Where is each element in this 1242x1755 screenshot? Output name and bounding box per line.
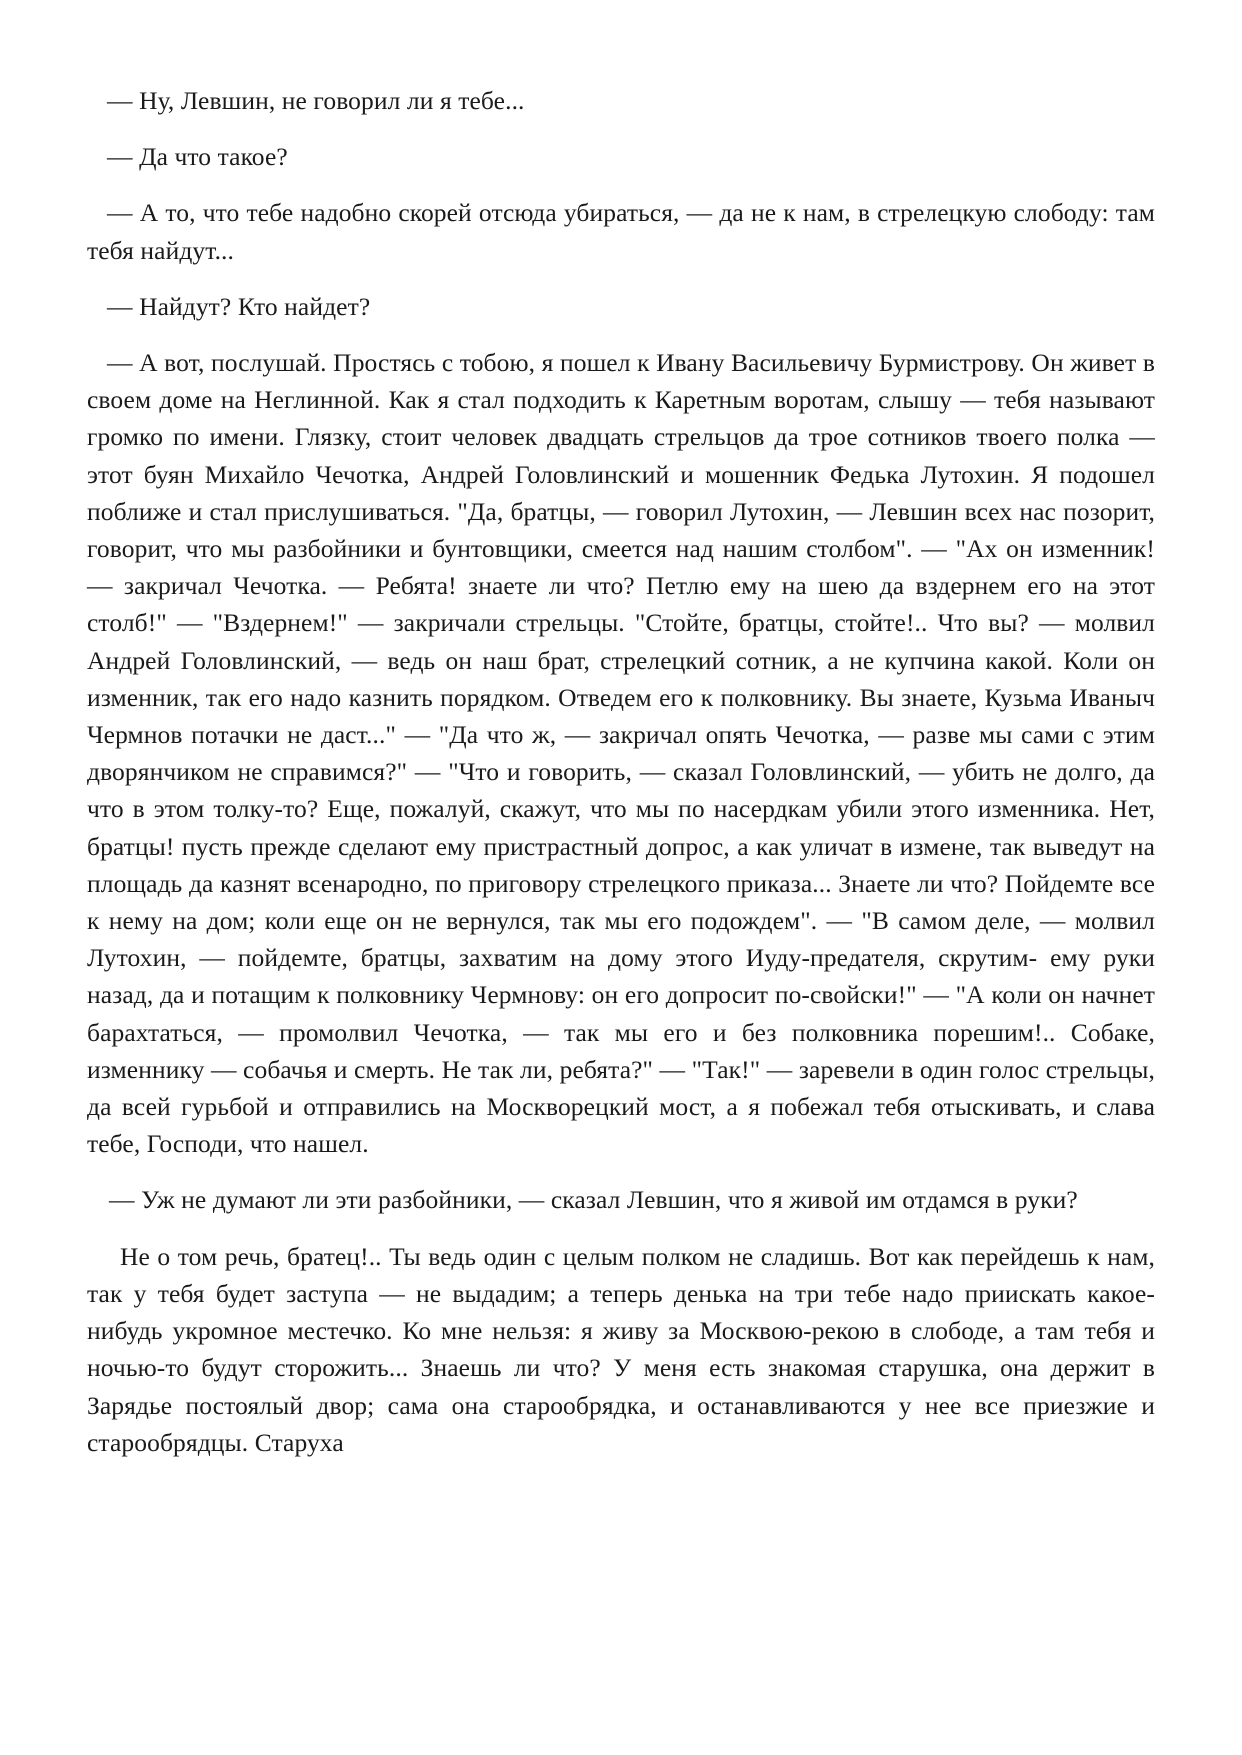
paragraph-4: — Найдут? Кто найдет?	[107, 291, 371, 321]
paragraph-2: — Да что такое?	[107, 142, 288, 172]
paragraph-1: — Ну, Левшин, не говорил ли я тебе...	[107, 86, 525, 115]
paragraph-5: — А вот, послушай. Простясь с тобою, я пошел к Ивану Васильевичу Бурмистрову. Он живет в своем доме на Неглинной. Как я стал подходить к Каретным воротам, слышу — тебя называют громко по имени. Глязку, стоит человек двадцать стрельцов да трое сотников твоего полка — этот буян Михайло Чечотка, Андрей Головлинский и мошенник Федька Лутохин. Я подошел поближе и стал прислушиваться. "Да, братцы, — говорил Лутохин, — Левшин всех нас позорит, говорит, что мы разбойники и бунтовщики, смеется над нашим столбом". — "Ах он изменник! — закричал Чечотка. — Ребята! знаете ли что? Петлю ему на шею да вздернем его на этот столб!" — "Вздернем!" — закричали стрельцы. "Стойте, братцы, стойте!.. Что вы? — молвил Андрей Головлинский, — ведь он наш брат, стрелецкий сотник, а не купчина какой. Коли он изменник, так его надо казнить порядком. Отведем его к полковнику. Вы знаете, Кузьма Иваныч Чермнов потачки не даст..." — "Да что ж, — закричал опять Чечотка, — разве мы сами с этим дворянчиком не справимся?" — "Что и говорить, — сказал Головлинский, — убить не долго, да что в этом толку-то? Еще, пожалуй, скажут, что мы по насердкам убили этого изменника. Нет, братцы! пусть прежде сделают ему пристрастный допрос, а как уличат в измене, так выведут на площадь да казнят всенародно, по приговору стрелецкого приказа... Знаете ли что? Пойдемте все к нему на дом; коли еще он не вернулся, так мы его подождем". — "В самом деле, — молвил Лутохин, — пойдемте, братцы, захватим на дому этого Иуду-предателя, скрутим- ему руки назад, да и потащим к полковнику Чермнову: он его допросит по-свойски!" — "А коли он начнет барахтаться, — промолвил Чечотка, — так мы его и без полковника порешим!.. Собаке, изменнику — собачья и смерть. Не так ли, ребята?" — "Так!" — заревели в один голос стрельцы, да всей гурьбой и отправились на Москворецкий мост, а я побежал тебя отыскивать, и слава тебе, Господи, что нашел.	[87, 348, 1155, 1159]
paragraph-6: — Уж не думают ли эти разбойники, — сказал Левшин, что я живой им отдамся в руки?	[109, 1185, 1078, 1215]
document-page	[87, 82, 1155, 1480]
paragraph-3: — А то, что тебе надобно скорей отсюда убираться, — да не к нам, в стрелецкую слободу: там тебя найдут...	[87, 198, 1155, 265]
paragraph-7: Не о том речь, братец!.. Ты ведь один с целым полком не сладишь. Вот как перейдешь к нам, так у тебя будет заступа — не выдадим; а теперь денька на три тебе надо приискать какое-нибудь укромное местечко. Ко мне нельзя: я живу за Москвою-рекою в слободе, а там тебя и ночью-то будут сторожить... Знаешь ли что? У меня есть знакомая старушка, она держит в Зарядье постоялый двор; сама она старообрядка, и останавливаются у нее все приезжие и старообрядцы. Старуха	[87, 1241, 1155, 1457]
